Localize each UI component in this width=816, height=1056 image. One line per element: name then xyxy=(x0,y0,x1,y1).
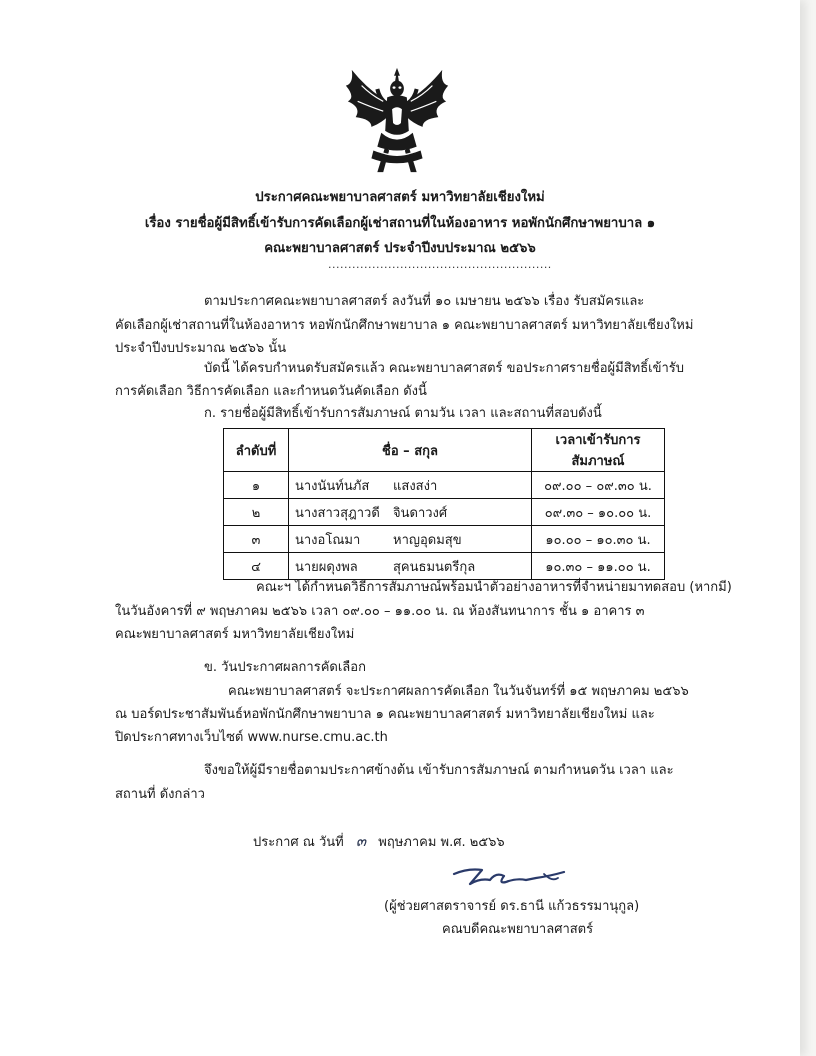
para5-line2: สถานที่ ดังกล่าว xyxy=(115,787,205,802)
para1-line1: ตามประกาศคณะพยาบาลศาสตร์ ลงวันที่ ๑๐ เมษายน ๒๕๖๖ เรื่อง รับสมัครและ xyxy=(204,294,645,309)
section-a-heading: ก. รายชื่อผู้มีสิทธิ์เข้ารับการสัมภาษณ์ ตามวัน เวลา และสถานที่สอบดังนี้ xyxy=(204,406,602,421)
para3-line1: คณะฯ ได้กำหนดวิธีการสัมภาษณ์พร้อมนำตัวอย่างอาหารที่จำหน่ายมาทดสอบ (หากมี) xyxy=(256,580,732,595)
row-time: ๑๐.๓๐ – ๑๑.๐๐ น. xyxy=(532,553,665,580)
candidate-table xyxy=(223,428,665,580)
last-name: จินดาวงศ์ xyxy=(393,505,448,521)
table-row xyxy=(224,526,665,553)
website-link[interactable]: www.nurse.cmu.ac.th xyxy=(247,730,388,745)
para5-line1: จึงขอให้ผู้มีรายชื่อตามประกาศข้างต้น เข้ารับการสัมภาษณ์ ตามกำหนดวัน เวลา และ xyxy=(204,763,674,778)
table-row xyxy=(224,472,665,499)
row-no: ๔ xyxy=(224,553,289,580)
para4-line3 xyxy=(115,726,388,747)
para2-line1: บัดนี้ ได้ครบกำหนดรับสมัครแล้ว คณะพยาบาลศาสตร์ ขอประกาศรายชื่อผู้มีสิทธิ์เข้ารับ xyxy=(204,361,685,376)
signature xyxy=(440,856,590,896)
para3-line2: ในวันอังคารที่ ๙ พฤษภาคม ๒๕๖๖ เวลา ๐๙.๐๐ – ๑๑.๐๐ น. ณ ห้องสันทนาการ ชั้น ๑ อาคาร ๓ xyxy=(115,604,645,619)
row-name xyxy=(289,526,532,553)
website-prefix: ปิดประกาศทางเว็บไซต์ xyxy=(115,730,244,745)
first-name: นางอโณมา xyxy=(295,532,361,548)
announcement-subject: เรื่อง รายชื่อผู้มีสิทธิ์เข้ารับการคัดเลือกผู้เช่าสถานที่ในห้องอาหาร หอพักนักศึกษาพยาบาล ๑ xyxy=(144,216,656,231)
announce-date-rest: พฤษภาคม พ.ศ. ๒๕๖๖ xyxy=(378,835,505,850)
dotted-divider: ........................................................ xyxy=(328,258,552,271)
announcement-subject-cont: คณะพยาบาลศาสตร์ ประจำปีงบประมาณ ๒๕๖๖ xyxy=(264,241,536,256)
last-name: หาญอุดมสุข xyxy=(393,532,462,548)
row-time: ๐๙.๓๐ – ๑๐.๐๐ น. xyxy=(532,499,665,526)
garuda-emblem xyxy=(338,62,456,180)
para1-line2: คัดเลือกผู้เช่าสถานที่ในห้องอาหาร หอพักนักศึกษาพยาบาล ๑ คณะพยาบาลศาสตร์ มหาวิทยาลัยเชียงใหม่ xyxy=(115,318,694,333)
row-no: ๒ xyxy=(224,499,289,526)
row-time: ๐๙.๐๐ – ๐๙.๓๐ น. xyxy=(532,472,665,499)
table-header-row xyxy=(224,429,665,472)
col-time-header: เวลาเข้ารับการสัมภาษณ์ xyxy=(532,429,665,472)
announce-date xyxy=(253,829,505,853)
section-b-heading: ข. วันประกาศผลการคัดเลือก xyxy=(204,660,366,675)
table-row xyxy=(224,499,665,526)
para4-line2: ณ บอร์ดประชาสัมพันธ์หอพักนักศึกษาพยาบาล ๑ คณะพยาบาลศาสตร์ มหาวิทยาลัยเชียงใหม่ และ xyxy=(115,707,655,722)
para1-line3: ประจำปีงบประมาณ ๒๕๖๖ นั้น xyxy=(115,341,287,356)
last-name: สุคนธมนตรีกุล xyxy=(393,559,476,575)
signer-title: คณบดีคณะพยาบาลศาสตร์ xyxy=(442,922,594,937)
announce-date-prefix: ประกาศ ณ วันที่ xyxy=(253,835,344,850)
row-time: ๑๐.๐๐ – ๑๐.๓๐ น. xyxy=(532,526,665,553)
last-name: แสงสง่า xyxy=(393,478,438,494)
first-name: นางนันท์นภัส xyxy=(295,478,370,494)
para3-line3: คณะพยาบาลศาสตร์ มหาวิทยาลัยเชียงใหม่ xyxy=(115,627,355,642)
announce-day-handwritten: ๓ xyxy=(355,832,367,850)
row-name xyxy=(289,472,532,499)
first-name: นางสาวสุฎาวดี xyxy=(295,505,380,521)
announcement-title: ประกาศคณะพยาบาลศาสตร์ มหาวิทยาลัยเชียงใหม่ xyxy=(255,190,545,205)
para2-line2: การคัดเลือก วิธีการคัดเลือก และกำหนดวันคัดเลือก ดังนี้ xyxy=(115,384,427,399)
row-no: ๓ xyxy=(224,526,289,553)
first-name: นายผดุงพล xyxy=(295,559,358,575)
row-name xyxy=(289,499,532,526)
para4-line1: คณะพยาบาลศาสตร์ จะประกาศผลการคัดเลือก ในวันจันทร์ที่ ๑๕ พฤษภาคม ๒๕๖๖ xyxy=(228,684,689,699)
signer-name: (ผู้ช่วยศาสตราจารย์ ดร.ธานี แก้วธรรมานุกูล) xyxy=(384,899,640,914)
col-name-header: ชื่อ – สกุล xyxy=(289,429,532,472)
col-no-header: ลำดับที่ xyxy=(224,429,289,472)
row-no: ๑ xyxy=(224,472,289,499)
